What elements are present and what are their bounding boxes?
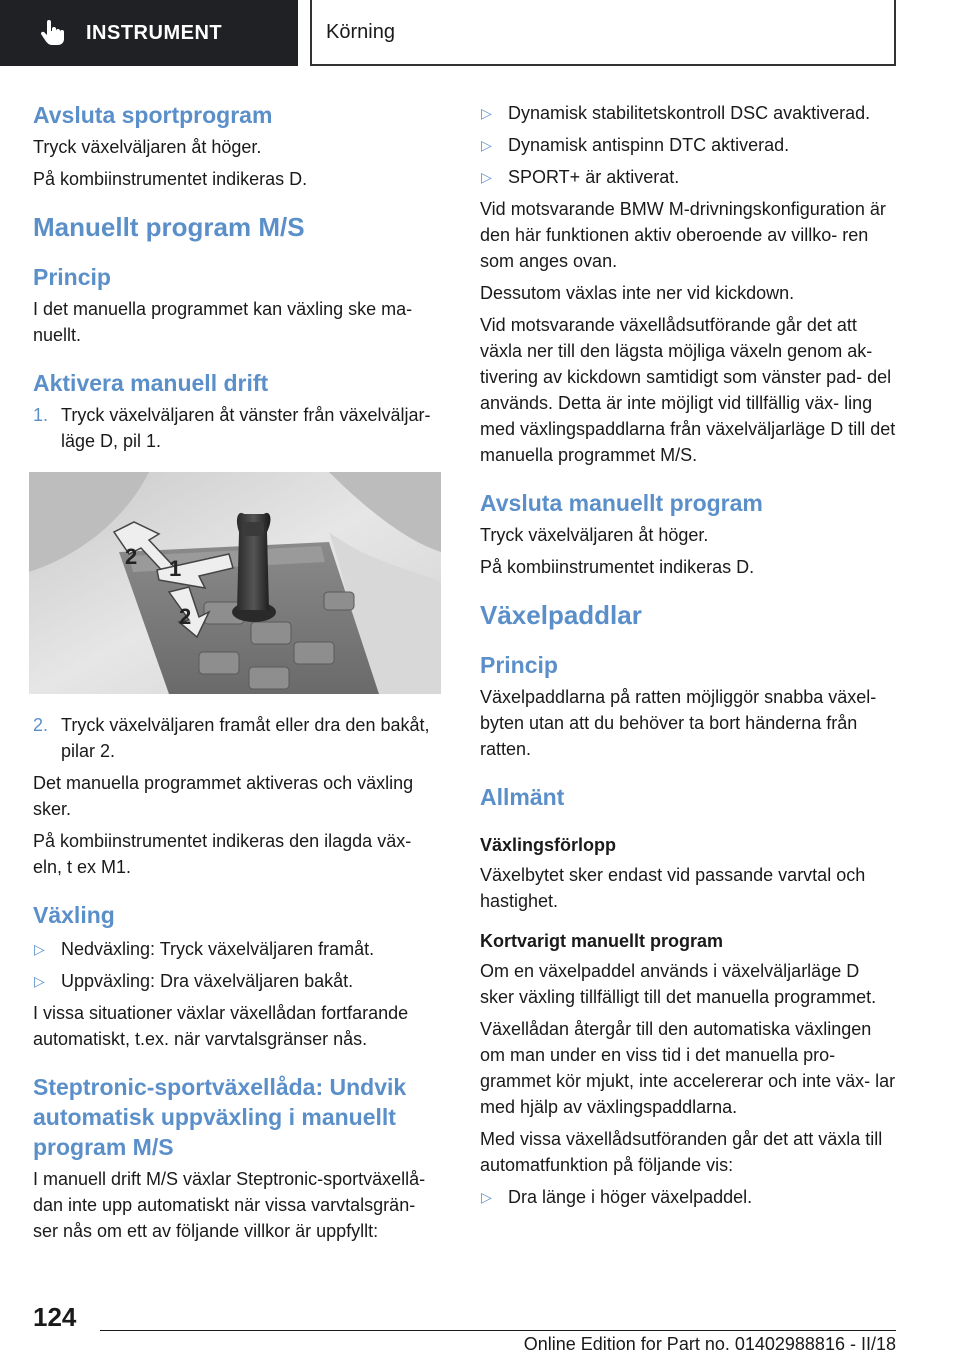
paragraph: Tryck växelväljaren åt höger. (33, 137, 262, 157)
left-column (33, 100, 445, 1244)
step-number: 1. (33, 405, 49, 425)
heading-paddles: Växelpaddlar (480, 600, 642, 630)
paragraph: Om en växelpaddel används i växelväljarläge D sker växling tillfälligt till det manuella programmet. (480, 961, 877, 1007)
step-number: 2. (33, 715, 49, 735)
triangle-bullet-icon: ▷ (34, 973, 45, 989)
heading-end-manual: Avsluta manuellt program (480, 490, 763, 516)
list-item: ▷ SPORT+ är aktiverat. (480, 164, 898, 190)
heading-end-sport: Avsluta sportprogram (33, 102, 273, 128)
paragraph: På kombiinstrumentet indikeras D. (33, 169, 308, 189)
heading-shifting: Växling (33, 902, 115, 928)
list-item (33, 712, 445, 764)
paragraph: På kombiinstrumentet indikeras den ilagda väx‐ eln, t ex M1. (33, 831, 412, 877)
paragraph: I vissa situationer växlar växellådan fortfarande automatiskt, t.ex. när varvtalsgränser nås. (33, 1003, 409, 1049)
subheading-process: Växlingsförlopp (480, 835, 617, 855)
shift-list (33, 936, 445, 994)
chapter-label: Körning (326, 20, 395, 43)
list-item: ▷ Nedväxling: Tryck växelväljaren framåt. (33, 936, 445, 962)
heading-manual-program: Manuellt program M/S (33, 212, 305, 242)
triangle-bullet-icon: ▷ (481, 169, 492, 185)
triangle-bullet-icon: ▷ (481, 105, 492, 121)
page-number: 124 (33, 1302, 77, 1332)
step-text: Tryck växelväljaren åt vänster från växelväljar‐ läge D, pil 1. (61, 405, 431, 451)
figure-label-2b: 2 (179, 604, 192, 629)
page-header (0, 0, 960, 66)
paragraph: Växellådan återgår till den automatiska växlingen om man under en viss tid i det manuella pro‐ grammet kör mjukt, inte accelererar och inte väx‐ lar med hjälp av växlingspaddlarna. (480, 1019, 896, 1117)
gear-selector-illustration (29, 472, 441, 694)
paragraph: Vid motsvarande växellådsutförande går det att växla ner till den lägsta möjliga växeln genom ak‐ tivering av kickdown samtidigt som vänster pad‐ del används. Detta är inte möjligt vid tillfällig väx‐ ling med växlingspaddlarna från växelväljarläge D till det manuella programmet M/S. (480, 315, 896, 465)
heading-principle: Princip (33, 264, 111, 290)
section-tab (0, 0, 298, 66)
step-text: Tryck växelväljaren framåt eller dra den bakåt, pilar 2. (61, 715, 430, 761)
subheading-short-manual: Kortvarigt manuellt program (480, 931, 724, 951)
heading-principle-2: Princip (480, 652, 558, 678)
heading-general: Allmänt (480, 784, 565, 810)
paragraph: I det manuella programmet kan växling ske ma‐ nuellt. (33, 299, 413, 345)
section-label: INSTRUMENT (86, 21, 223, 44)
right-column (480, 100, 898, 1210)
paragraph: I manuell drift M/S växlar Steptronic-sportväxellå‐ dan inte upp automatiskt när vissa varvtalsgrän‐ ser nås om ett av följande villkor är uppfyllt: (33, 1169, 426, 1241)
triangle-bullet-icon: ▷ (34, 941, 45, 957)
heading-steptronic: Steptronic-sportväxellåda: Undvik automatisk uppväxling i manuellt program M/S (33, 1074, 407, 1160)
list-item: ▷ Dra länge i höger växelpaddel. (480, 1184, 898, 1210)
list-item: ▷ Dynamisk stabilitetskontroll DSC avaktiverad. (480, 100, 898, 126)
gear-selector-figure (29, 472, 441, 694)
figure-label-2a: 2 (125, 544, 138, 569)
footer-edition: Online Edition for Part no. 01402988816 - II/18 (523, 1334, 896, 1354)
paragraph: Det manuella programmet aktiveras och växling sker. (33, 773, 414, 819)
paragraph: Växelbytet sker endast vid passande varvtal och hastighet. (480, 865, 866, 911)
paragraph: På kombiinstrumentet indikeras D. (480, 557, 755, 577)
footer-divider (100, 1330, 896, 1331)
paragraph: Tryck växelväljaren åt höger. (480, 525, 709, 545)
triangle-bullet-icon: ▷ (481, 1189, 492, 1205)
triangle-bullet-icon: ▷ (481, 137, 492, 153)
auto-list (480, 1184, 898, 1210)
heading-activate-manual: Aktivera manuell drift (33, 370, 269, 396)
conditions-list (480, 100, 898, 190)
steps-list (33, 402, 445, 454)
paragraph: Med vissa växellådsutföranden går det att växla till automatfunktion på följande vis: (480, 1129, 883, 1175)
paragraph: Dessutom växlas inte ner vid kickdown. (480, 283, 795, 303)
paragraph: Växelpaddlarna på ratten möjliggör snabba växel‐ byten utan att du behöver ta bort händerna från ratten. (480, 687, 877, 759)
figure-label-1: 1 (169, 556, 182, 581)
list-item: ▷ Dynamisk antispinn DTC aktiverad. (480, 132, 898, 158)
list-item: ▷ Uppväxling: Dra växelväljaren bakåt. (33, 968, 445, 994)
list-item (33, 402, 445, 454)
paragraph: Vid motsvarande BMW M-drivningskonfiguration är den här funktionen aktiv oberoende av villko‐ ren som anges ovan. (480, 199, 886, 271)
hand-pointer-icon (38, 19, 66, 47)
chapter-tab (310, 0, 896, 66)
steps-list-continued (33, 712, 445, 764)
